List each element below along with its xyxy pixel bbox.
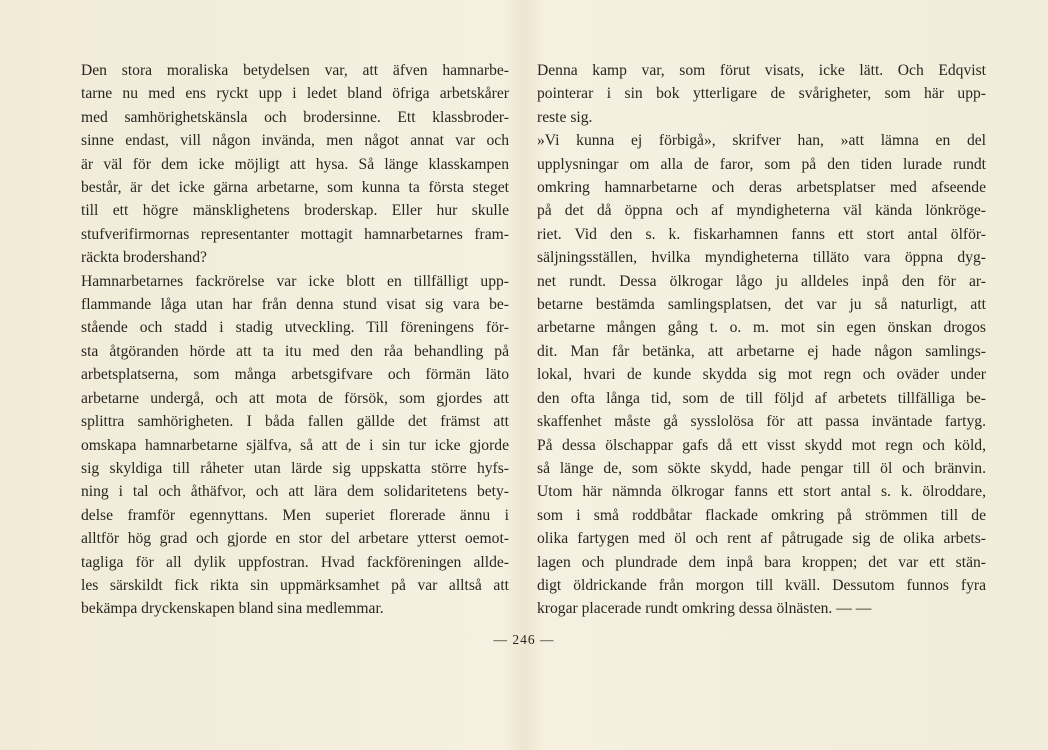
text-line: les särskildt fick rikta sin uppmärksamhet på var alltså att [81, 576, 509, 594]
text-line: tarne nu med ens ryckt upp i ledet bland öfriga arbetskårer [81, 85, 509, 103]
text-line: På dessa ölschappar gafs då ett visst skydd mot regn och köld, [537, 436, 986, 454]
text-line: så länge de, som sökte skydd, hade pengar till öl och bränvin. [537, 459, 986, 477]
text-line: dit. Man får betänka, att arbetarne ej hade någon samlings- [537, 342, 986, 360]
text-line: sig skyldiga till råheter utan lärde sig uppskatta större hyfs- [81, 459, 509, 477]
text-line: digt öldrickande från morgon till kväll. Dessutom funnos fyra [537, 576, 986, 594]
text-line: Utom här nämnda ölkrogar fanns ett stort antal s. k. ölroddare, [537, 483, 986, 501]
right-page-text [537, 59, 986, 621]
text-line: Hamnarbetarnes fackrörelse var icke blott en tillfälligt upp- [81, 272, 509, 290]
text-line: pointerar i sin bok ytterligare de svårigheter, som här upp- [537, 85, 986, 103]
text-line: är väl för dem icke möjligt att hysa. Så länge klasskampen [81, 155, 509, 173]
text-line: arbetsplatserna, som många arbetsgifvare och förmän läto [81, 366, 509, 384]
paragraph [81, 59, 509, 270]
text-line: till ett högre mänsklighetens broderskap. Eller hur skulle [81, 202, 509, 220]
text-line: olika fartygen med öl och rent af påtrugade sig de olika arbets- [537, 530, 986, 548]
text-line: krogar placerade rundt omkring dessa ölnästen. — — [537, 600, 872, 618]
text-line: splittra samhörigheten. I båda fallen gällde det främst att [81, 413, 509, 431]
text-line: lokal, hvari de kunde skydda sig mot regn och oväder under [537, 366, 986, 384]
text-line: reste sig. [537, 108, 593, 126]
text-line: säljningsställen, hvilka myndigheterna tilläto vara öppna dyg- [537, 249, 986, 267]
text-line: på det då öppna och af myndigheterna väl kända lönkröge- [537, 202, 986, 220]
paragraph [537, 59, 986, 129]
left-page-text [81, 59, 509, 621]
text-line: betarne bestämda samlingsplatsen, det var ju så naturligt, att [537, 296, 986, 314]
text-line: flammande låga utan har från denna stund visat sig vara be- [81, 296, 509, 314]
text-line: bekämpa dryckenskapen bland sina medlemmar. [81, 600, 384, 618]
page-number: — 246 — [493, 632, 555, 647]
text-line: riet. Vid den s. k. fiskarhamnen fanns ett stort antal ölför- [537, 225, 986, 243]
text-line: delse framför egennyttans. Men superiet florerade ännu i [81, 506, 509, 524]
text-line: Den stora moraliska betydelsen var, att äfven hamnarbe- [81, 62, 509, 79]
text-line: alltför hög grad och gjorde en stor del arbetare ytterst oemot- [81, 530, 509, 548]
text-line: omskapa hamnarbetarne själfva, så att de i sin tur icke gjorde [81, 436, 509, 454]
text-line: arbetarne undergå, och att mota de försök, som gjordes att [81, 389, 509, 407]
text-line: omkring hamnarbetarne och deras arbetsplatser med afseende [537, 179, 986, 197]
text-line: som i små roddbåtar flackade omkring på strömmen till de [537, 506, 986, 524]
paragraph [537, 129, 986, 621]
text-line: arbetarne mången gång t. o. m. mot sin egen önskan drogos [537, 319, 986, 337]
text-line: med samhörighetskänsla och brodersinne. Ett klassbroder- [81, 108, 509, 126]
text-line: sta åtgöranden hörde att ta itu med den råa behandling på [81, 342, 509, 360]
text-line: består, är det icke gärna arbetarne, som kunna ta första steget [81, 179, 509, 197]
text-line: stående och stadd i stadig utveckling. Till föreningens för- [81, 319, 509, 337]
text-line: den ofta långa tid, som de till följd af arbetets tillfälliga be- [537, 389, 986, 407]
text-line: räckta brodershand? [81, 249, 207, 267]
text-line: lagen och plundrade dem inpå bara kroppen; det var ett stän- [537, 553, 986, 571]
text-line: skaffenhet måste gå sysslolösa för att passa inväntade fartyg. [537, 413, 986, 431]
text-line: tagliga för all dylik uppfostran. Hvad fackföreningen allde- [81, 553, 509, 571]
text-line: Denna kamp var, som förut visats, icke lätt. Och Edqvist [537, 62, 986, 79]
text-line: stufverifirmornas representanter mottagit hamnarbetarnes fram- [81, 225, 509, 243]
text-line: ning i tal och åthäfvor, och att lära dem solidaritetens bety- [81, 483, 509, 501]
paragraph [81, 270, 509, 621]
text-line: upplysningar om alla de faror, som på den tiden lurade rundt [537, 155, 986, 173]
text-line: net rundt. Dessa ölkrogar lågo ju alldeles inpå den för ar- [537, 272, 986, 290]
text-line: sinne endast, vill någon invända, men något annat var och [81, 132, 509, 150]
text-line: »Vi kunna ej förbigå», skrifver han, »att lämna en del [537, 132, 986, 150]
